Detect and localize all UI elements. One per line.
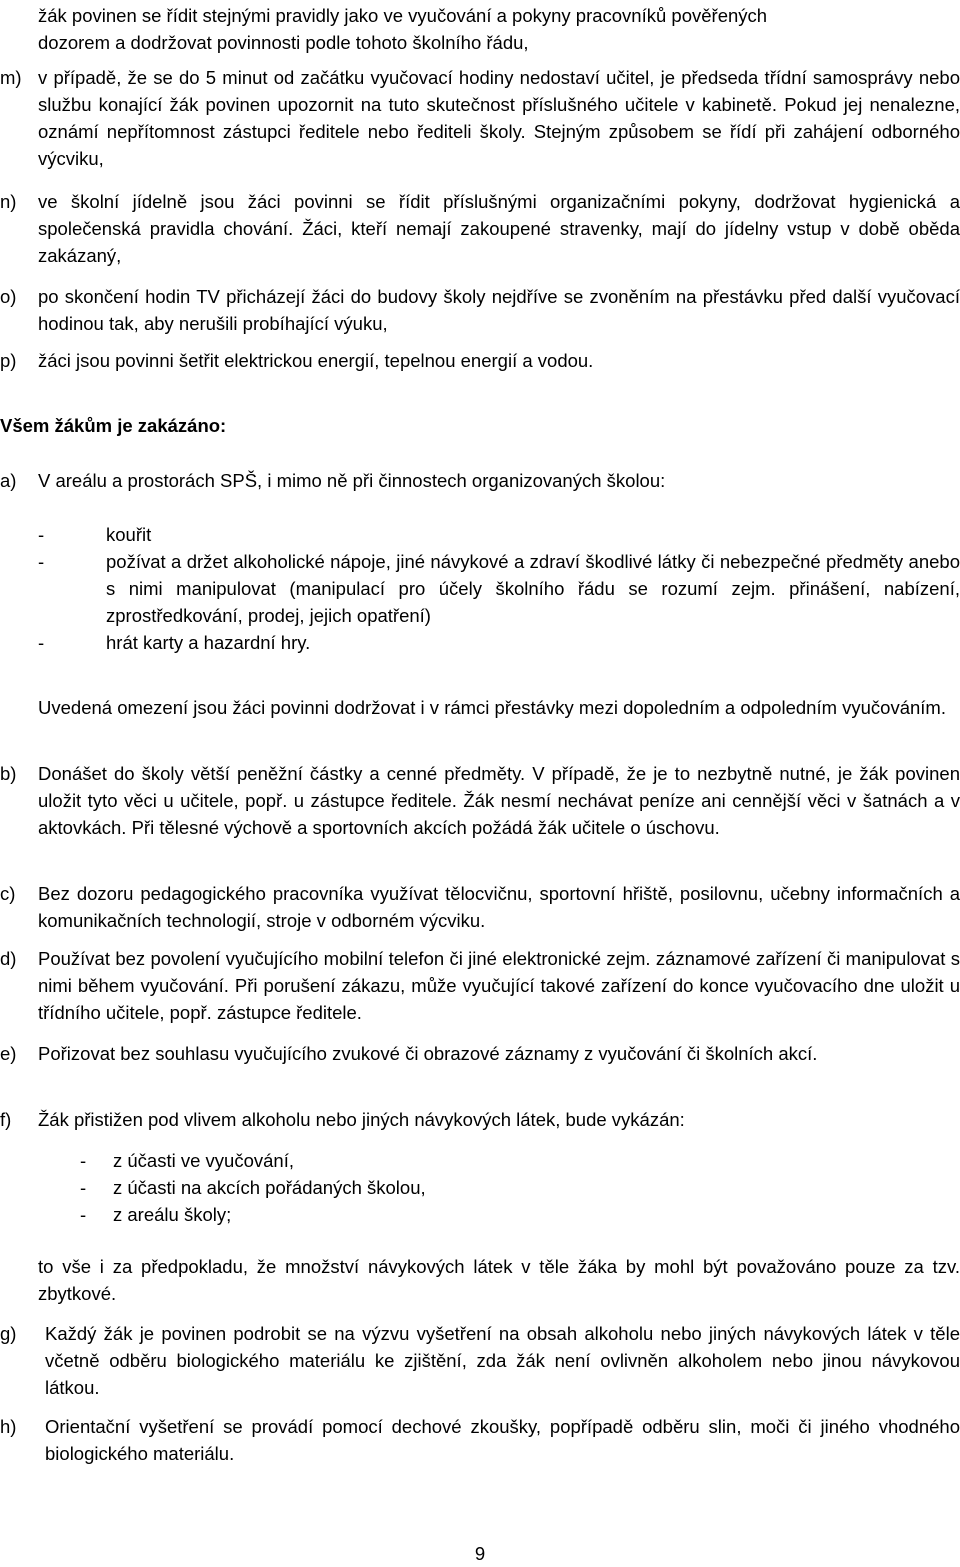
- item-label-a: a): [0, 470, 17, 491]
- item-label-b: b): [0, 763, 17, 784]
- item-f-note: to vše i za předpokladu, že množství návykových látek v těle žáka by mohl být považováno pouze za tzv. zbytkové.: [38, 1256, 960, 1304]
- item-text-g: Každý žák je povinen podrobit se na výzvu vyšetření na obsah alkoholu nebo jiných návykových látek v těle včetně odběru biologického materiálu ke zjištění, zda žák není ovlivněn alkoholem nebo jinou návykovou látkou.: [45, 1323, 960, 1398]
- item-text-b: Donášet do školy větší peněžní částky a cenné předměty. V případě, že je to nezbytně nutné, je žák povinen uložit tyto věci u učitele, popř. u zástupce ředitele. Žák nesmí nechávat peníze ani cennější věci v šatnách a v aktovkách. Při tělesné výchově a sportovních akcích požádá žák učitele o úschovu.: [38, 763, 960, 838]
- bullet-item: kouřit: [106, 524, 152, 545]
- item-label-f: f): [0, 1109, 12, 1130]
- item-label-g: g): [0, 1323, 17, 1344]
- item-label-n: n): [0, 191, 17, 212]
- item-text-o: po skončení hodin TV přicházejí žáci do budovy školy nejdříve se zvoněním na přestávku před další vyučovací hodinou tak, aby nerušili probíhající výuku,: [38, 286, 960, 334]
- item-label-o: o): [0, 286, 17, 307]
- bullet-dash: -: [38, 551, 45, 572]
- bullet-item: hrát karty a hazardní hry.: [106, 632, 311, 653]
- item-label-d: d): [0, 948, 17, 969]
- intro-line-1: žák povinen se řídit stejnými pravidly jako ve vyučování a pokyny pracovníků pověřených: [38, 5, 768, 26]
- item-text-n: ve školní jídelně jsou žáci povinni se řídit příslušnými organizačními pokyny, dodržovat hygienická a společenská pravidla chování. Žáci, kteří nemají zakoupené stravenky, mají do jídelny vstup v době oběda zakázaný,: [38, 191, 960, 266]
- bullet-dash: -: [80, 1177, 87, 1198]
- item-text-c: Bez dozoru pedagogického pracovníka využívat tělocvičnu, sportovní hřiště, posilovnu, učebny informačních a komunikačních technologií, stroje v odborném výcviku.: [38, 883, 960, 931]
- bullet-dash: -: [80, 1150, 87, 1171]
- bullet-item: požívat a držet alkoholické nápoje, jiné návykové a zdraví škodlivé látky či nebezpečné předměty anebo s nimi manipulovat (manipulací pro účely školního řádu se rozumí zejm. přinášení, nabízení, zprostředkování, prodej, jejich opatření): [106, 551, 960, 626]
- item-text-p: žáci jsou povinni šetřit elektrickou energií, tepelnou energií a vodou.: [38, 350, 594, 371]
- page-number: 9: [474, 1543, 486, 1564]
- bullet-item: z účasti na akcích pořádaných školou,: [113, 1177, 426, 1198]
- item-label-p: p): [0, 350, 17, 371]
- bullet-item: z areálu školy;: [113, 1204, 232, 1225]
- bullet-dash: -: [38, 524, 45, 545]
- intro-line-2: dozorem a dodržovat povinnosti podle tohoto školního řádu,: [38, 32, 529, 53]
- item-text-e: Pořizovat bez souhlasu vyučujícího zvukové či obrazové záznamy z vyučování či školních akcí.: [38, 1043, 818, 1064]
- item-label-c: c): [0, 883, 16, 904]
- item-label-m: m): [0, 67, 22, 88]
- item-text-f: Žák přistižen pod vlivem alkoholu nebo jiných návykových látek, bude vykázán:: [38, 1109, 685, 1130]
- section-heading: Všem žákům je zakázáno:: [0, 415, 227, 436]
- item-text-d: Používat bez povolení vyučujícího mobilní telefon či jiné elektronické zejm. záznamové zařízení či manipulovat s nimi během vyučování. Při porušení zákazu, může vyučující takové zařízení do konce vyučovacího dne uložit u třídního učitele, popř. zástupce ředitele.: [38, 948, 960, 1023]
- bullet-dash: -: [80, 1204, 87, 1225]
- item-text-h: Orientační vyšetření se provádí pomocí dechové zkoušky, popřípadě odběru slin, moči či jiného vhodného biologického materiálu.: [45, 1416, 960, 1464]
- item-a-note: Uvedená omezení jsou žáci povinni dodržovat i v rámci přestávky mezi dopoledním a odpoledním vyučováním.: [38, 697, 946, 718]
- item-text-a: V areálu a prostorách SPŠ, i mimo ně při činnostech organizovaných školou:: [38, 470, 666, 491]
- item-label-e: e): [0, 1043, 17, 1064]
- item-label-h: h): [0, 1416, 17, 1437]
- bullet-dash: -: [38, 632, 45, 653]
- bullet-item: z účasti ve vyučování,: [113, 1150, 294, 1171]
- item-text-m: v případě, že se do 5 minut od začátku vyučovací hodiny nedostaví učitel, je předseda třídní samosprávy nebo službu konající žák povinen upozornit na tuto skutečnost příslušného učitele v kabinetě. Pokud jej nenalezne, oznámí nepřítomnost zástupci ředitele nebo řediteli školy. Stejným způsobem se řídí při zahájení odborného výcviku,: [38, 67, 960, 169]
